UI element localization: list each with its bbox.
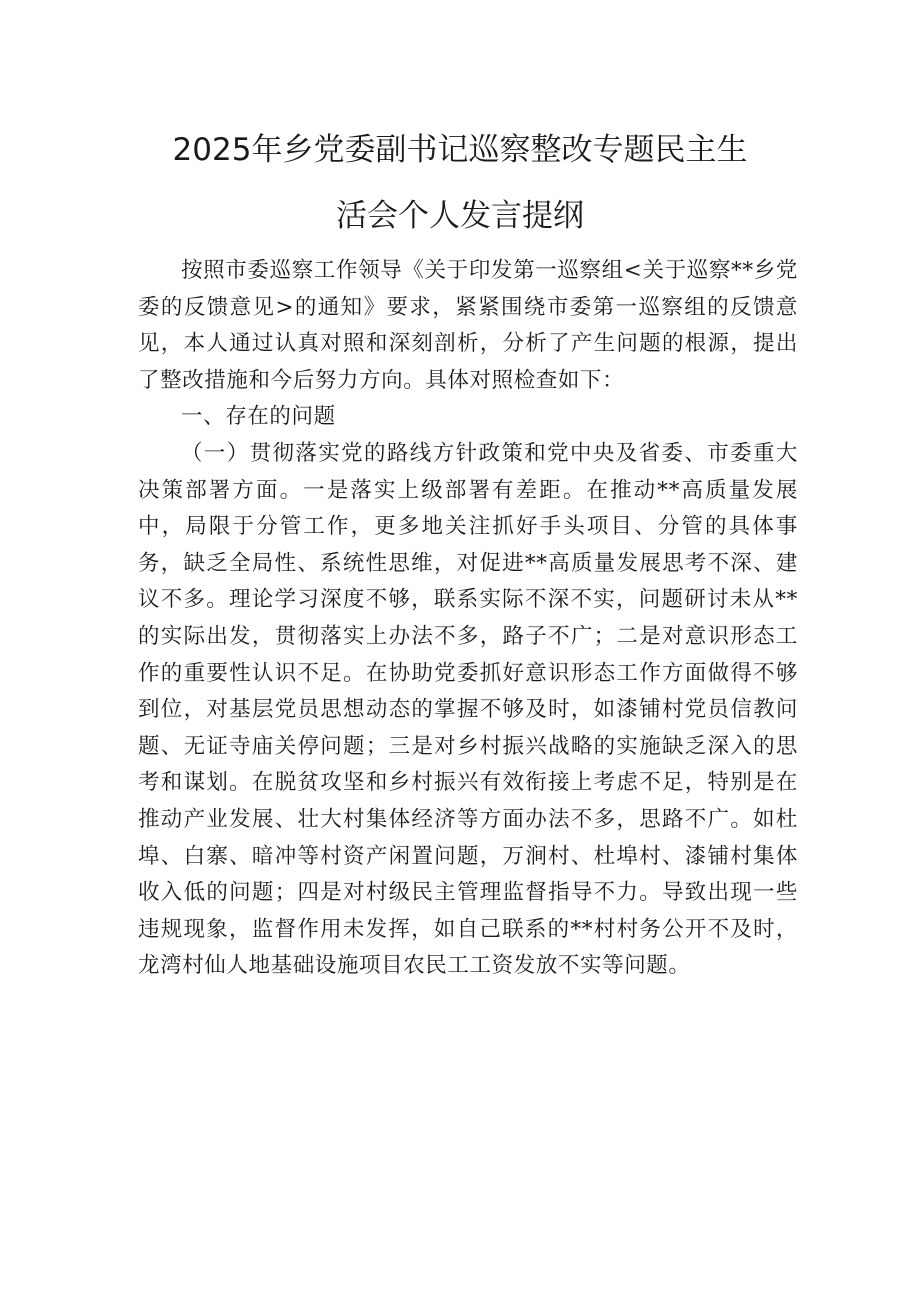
document-title-line-1: 2025年乡党委副书记巡察整改专题民主生 <box>172 132 748 168</box>
section-heading-problems: 一、存在的问题 <box>181 404 336 430</box>
document-body <box>138 253 798 985</box>
problems-paragraph-1: （一）贯彻落实党的路线方针政策和党中央及省委、市委重大决策部署方面。一是落实上级部署有差距。在推动**高质量发展中，局限于分管工作，更多地关注抓好手头项目、分管的具体事务，缺乏全局性、系统性思维，对促进**高质量发展思考不深、建议不多。理论学习深度不够，联系实际不深不实，问题研讨未从**的实际出发，贯彻落实上办法不多，路子不广；二是对意识形态工作的重要性认识不足。在协助党委抓好意识形态工作方面做得不够到位，对基层党员思想动态的掌握不够及时，如漆铺村党员信教问题、无证寺庙关停问题；三是对乡村振兴战略的实施缺乏深入的思考和谋划。在脱贫攻坚和乡村振兴有效衔接上考虑不足，特别是在推动产业发展、壮大村集体经济等方面办法不多，思路不广。如杜埠、白寨、暗冲等村资产闲置问题，万涧村、杜埠村、漆铺村集体收入低的问题；四是对村级民主管理监督指导不力。导致出现一些违规现象，监督作用未发挥，如自己联系的**村村务公开不及时，龙湾村仙人地基础设施项目农民工工资发放不实等问题。 <box>138 440 798 979</box>
document-title-line-2: 活会个人发言提纲 <box>336 198 584 234</box>
intro-paragraph: 按照市委巡察工作领导《关于印发第一巡察组<关于巡察**乡党委的反馈意见>的通知》要求，紧紧围绕市委第一巡察组的反馈意见，本人通过认真对照和深刻剖析，分析了产生问题的根源，提出了整改措施和今后努力方向。具体对照检查如下： <box>138 258 798 393</box>
